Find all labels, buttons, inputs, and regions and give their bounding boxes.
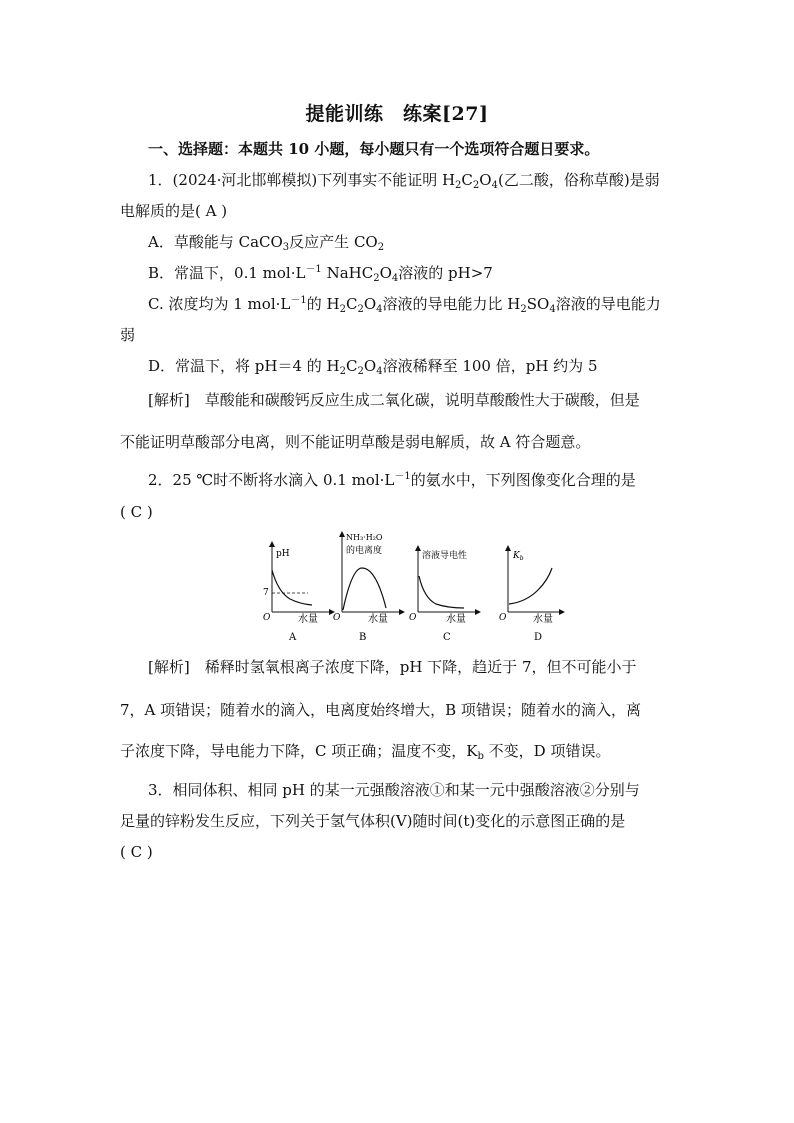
q2-stem-line2: ( C ) — [120, 503, 153, 521]
panel-b-letter: B — [359, 632, 367, 643]
q1-stem-line1: 1．(2024·河北邯郸模拟)下列事实不能证明 $H_2C_2O_4$(乙二酸，俗称草酸)是弱 — [148, 171, 660, 191]
panel-b-curve — [343, 568, 386, 610]
panel-c-ylabel: 溶液导电性 — [422, 551, 468, 561]
panel-a-ylabel: pH — [276, 549, 290, 559]
q2-figure — [256, 528, 566, 646]
q1-option-c-line2: 弱 — [120, 326, 136, 344]
panel-b-ylabel-line2: 的电离度 — [346, 546, 383, 556]
panel-c-origin: O — [409, 613, 417, 623]
section-heading: 一、选择题：本题共 10 小题，每小题只有一个选项符合题日要求。 — [148, 140, 600, 158]
q1-analysis-line1: [解析] 草酸能和碳酸钙反应生成二氧化碳，说明草酸酸性大于碳酸，但是 — [148, 391, 640, 409]
panel-c — [409, 548, 478, 643]
q2-analysis-line1: [解析] 稀释时氢氧根离子浓度下降，pH 下降，趋近于 7，但不可能小于 — [148, 658, 637, 676]
panel-d-ylabel: $K_b$ — [513, 551, 524, 562]
q2-analysis-line3: 子浓度下降，导电能力下降，C 项正确；温度不变，$K_b$ 不变，D 项错误。 — [120, 742, 611, 762]
panel-d-curve — [509, 568, 552, 604]
q1-option-a: A．草酸能与 CaCO$_3$反应产生 $CO_2$ — [148, 233, 385, 253]
panel-a-letter: A — [289, 632, 297, 643]
q1-option-c: C. 浓度均为 1 $mol\cdot L^{-1}$的 $H_2C_2O_4$溶液的导电能力比 $H_2SO_4$溶液的导电能力 — [148, 295, 661, 315]
panel-d-xlabel: 水量 — [533, 614, 553, 625]
panel-b-origin: O — [333, 613, 341, 623]
panel-d-origin: O — [499, 613, 507, 623]
q1-option-d: D．常温下，将 pH＝4 的 $H_2C_2O_4$溶液稀释至 100 倍，pH 约为 5 — [148, 357, 598, 377]
q2-figure-svg — [256, 528, 566, 646]
panel-b-ylabel-line1: NH₃·H₂O — [346, 533, 383, 542]
q3-stem-line2: 足量的锌粉发生反应，下列关于氢气体积(V)随时间(t)变化的示意图正确的是 — [120, 812, 626, 830]
q2-stem-line1: 2．25 ℃时不断将水滴入 0.1 $mol\cdot L^{-1}$的氨水中，下列图像变化合理的是 — [148, 471, 636, 489]
panel-b — [333, 533, 402, 643]
q1-option-b: B．常温下，0.1 $mol\cdot L^{-1}$ $NaHC_2O_4$溶液的 pH>7 — [148, 264, 493, 284]
analysis-tag: [解析] — [148, 391, 190, 409]
panel-a-origin: O — [263, 613, 271, 623]
panel-b-xlabel: 水量 — [368, 614, 388, 625]
panel-d — [499, 548, 562, 643]
panel-a-ref-label: 7 — [263, 588, 269, 598]
analysis-tag: [解析] — [148, 658, 190, 676]
q3-stem-line3: ( C ) — [120, 843, 153, 861]
panel-a — [263, 544, 332, 643]
q1-stem-line2: 电解质的是( A ) — [120, 202, 228, 220]
q2-analysis-line2: 7，A 项错误；随着水的滴入，电离度始终增大，B 项错误；随着水的滴入，离 — [120, 701, 641, 719]
panel-c-curve — [419, 576, 464, 608]
q3-stem-line1: 3．相同体积、相同 pH 的某一元强酸溶液①和某一元中强酸溶液②分别与 — [148, 781, 640, 799]
panel-c-xlabel: 水量 — [446, 614, 466, 625]
panel-c-letter: C — [443, 632, 451, 643]
page-title: 提能训练 练案[27] — [305, 103, 489, 125]
panel-d-letter: D — [534, 632, 543, 643]
q1-analysis-line2: 不能证明草酸部分电离，则不能证明草酸是弱电解质，故 A 符合题意。 — [120, 433, 591, 451]
panel-a-xlabel: 水量 — [298, 614, 318, 625]
panel-a-curve — [272, 570, 312, 605]
